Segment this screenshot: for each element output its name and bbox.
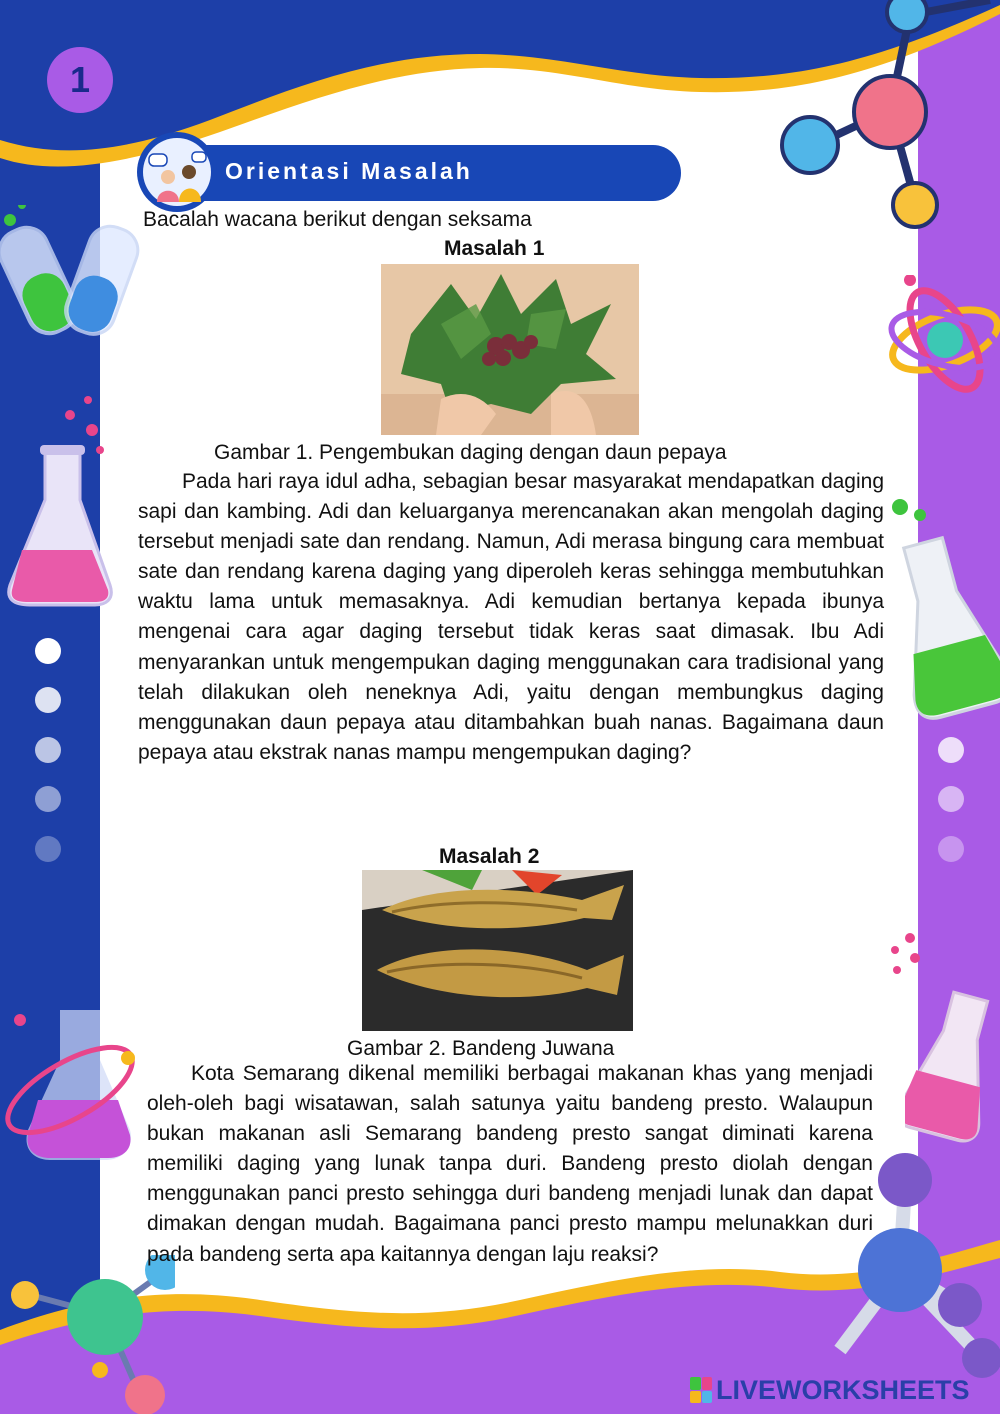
problem2-title: Masalah 2	[439, 845, 540, 868]
page-title: Orientasi Masalah	[225, 158, 473, 184]
flask-pink-icon	[0, 390, 120, 610]
liveworksheets-logo	[690, 1374, 970, 1406]
test-tubes-icon	[0, 205, 150, 345]
liveworksheets-logo-icon	[690, 1377, 712, 1403]
people-discussion-icon	[137, 132, 217, 212]
problem1-title: Masalah 1	[444, 237, 545, 260]
intro-instruction: Bacalah wacana berikut dengan seksama	[143, 208, 532, 231]
flask-green-icon	[885, 495, 1000, 735]
problem2-caption: Gambar 2. Bandeng Juwana	[347, 1037, 615, 1060]
problem2-image	[362, 870, 633, 1031]
molecule-bottom-left-icon	[0, 1255, 175, 1414]
atom-flask-icon	[0, 1000, 150, 1170]
liveworksheets-wordmark: LIVEWORKSHEETS	[716, 1374, 970, 1405]
atom-icon	[880, 275, 1000, 405]
bubbles-icon	[885, 930, 945, 980]
page-number-badge: 1	[47, 47, 113, 113]
problem1-text: Pada hari raya idul adha, sebagian besar masyarakat mendapatkan daging sapi dan kambing. Adi dan keluarganya merencanakan akan mengolah daging tersebut menjadi sate dan rendang. Namun, Adi merasa bingung cara membuat sate dan rendang karena daging yang diperoleh keras sehingga membutuhkan waktu lama untuk memasaknya. Adi kemudian bertanya kepada ibunya mengenai cara agar daging tersebut tidak keras saat dimasak. Ibu Adi menyarankan untuk mengempukan daging menggunakan cara tradisional yang telah dilakukan oleh neneknya Adi, yaitu dengan membungkus daging menggunakan daun pepaya atau ditambahkan buah nanas. Bagaimana daun pepaya atau ekstrak nanas mampu mengempukan daging?	[138, 470, 884, 764]
problem1-image	[381, 264, 639, 435]
problem1-caption: Gambar 1. Pengembukan daging dengan daun pepaya	[214, 441, 727, 464]
molecule-icon	[770, 0, 1000, 235]
problem2-text: Kota Semarang dikenal memiliki berbagai makanan khas yang menjadi oleh-oleh bagi wisatawan, salah satunya yaitu bandeng presto. Walaupun bukan makanan asli Semarang bandeng presto sangat diminati karena memiliki daging yang lunak tanpa duri. Bandeng presto diolah dengan menggunakan panci presto sehingga duri bandeng menjadi lunak dan dapat dimakan dengan mudah. Bagaimana panci presto mampu melunakkan duri pada bandeng serta apa kaitannya dengan laju reaksi?	[147, 1062, 873, 1266]
flask-pink-right-icon	[905, 975, 1000, 1145]
avatar	[137, 132, 217, 212]
